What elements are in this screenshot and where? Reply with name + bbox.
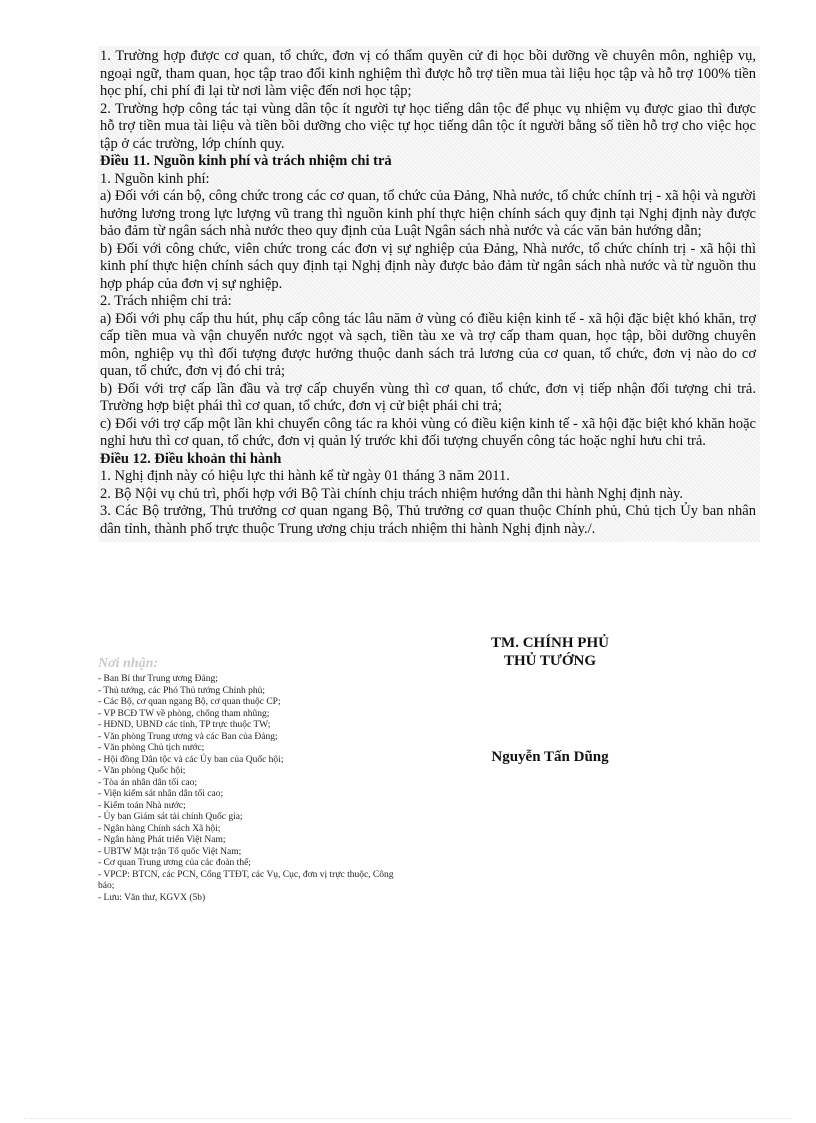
article-paragraph: b) Đối với công chức, viên chức trong các đơn vị sự nghiệp của Đảng, Nhà nước, tổ chức chính trị - xã hội thì kinh phí thực hiện chính sách quy định tại Nghị định này được bảo đảm từ ngân sách nhà nước và từ nguồn thu hợp pháp của đơn vị sự nghiệp. xyxy=(100,240,756,292)
recipient-item: - Ngân hàng Chính sách Xã hội; xyxy=(98,823,221,834)
article-body xyxy=(98,46,760,542)
recipient-item: - Hội đồng Dân tộc và các Ủy ban của Quốc hội; xyxy=(98,754,284,765)
article-paragraph: 1. Nguồn kinh phí: xyxy=(100,170,210,187)
recipient-item: - Ban Bí thư Trung ương Đảng; xyxy=(98,674,218,684)
article-paragraph: 2. Bộ Nội vụ chủ trì, phối hợp với Bộ Tài chính chịu trách nhiệm hướng dẫn thi hành Nghị định này. xyxy=(100,485,683,502)
recipient-item: - VP BCĐ TW về phòng, chống tham nhũng; xyxy=(98,708,270,719)
recipient-item: - UBTW Mặt trận Tổ quốc Việt Nam; xyxy=(98,846,242,857)
recipient-item: - Tòa án nhân dân tối cao; xyxy=(98,777,198,788)
recipient-item: - Cơ quan Trung ương của các đoàn thể; xyxy=(98,858,251,868)
recipient-item: - Viện kiểm sát nhân dân tối cao; xyxy=(98,789,224,799)
article-paragraph: c) Đối với trợ cấp một lần khi chuyển công tác ra khỏi vùng có điều kiện kinh tế - xã hội đặc biệt khó khăn hoặc nghỉ hưu thì cơ quan, tổ chức, đơn vị quản lý trước khi đối tượng chuyển công tác hoặc nghỉ hưu chi trả. xyxy=(100,415,756,449)
signer-name: Nguyễn Tấn Dũng xyxy=(491,749,609,765)
recipient-item: - Văn phòng Quốc hội; xyxy=(98,766,186,776)
article-heading: Điều 11. Nguồn kinh phí và trách nhiệm chi trả xyxy=(100,153,392,169)
recipients-title: Nơi nhận: xyxy=(98,656,159,671)
article-paragraph: 2. Trường hợp công tác tại vùng dân tộc ít người tự học tiếng dân tộc để phục vụ nhiệm vụ được giao thì được hỗ trợ tiền mua tài liệu và tiền bồi dưỡng cho việc tự học tiếng dân tộc ít người bằng số tiền hỗ trợ cho việc học tập ở các trường, lớp chính quy. xyxy=(100,100,756,152)
recipient-item: - Ủy ban Giám sát tài chính Quốc gia; xyxy=(98,812,243,822)
recipient-item: - VPCP: BTCN, các PCN, Cổng TTĐT, các Vụ, Cục, đơn vị trực thuộc, Công báo; xyxy=(98,869,394,891)
recipient-item: - Ngân hàng Phát triển Việt Nam; xyxy=(98,835,226,845)
recipient-item: - Lưu: Văn thư, KGVX (5b) xyxy=(98,892,206,903)
page-bottom-divider xyxy=(24,1118,792,1119)
recipient-item: - Thủ tướng, các Phó Thủ tướng Chính phủ; xyxy=(98,685,265,696)
article-paragraph: a) Đối với cán bộ, công chức trong các cơ quan, tổ chức của Đảng, Nhà nước, tổ chức chính trị - xã hội và người hưởng lương trong lực lượng vũ trang thì nguồn kinh phí thực hiện chính sách quy định tại Nghị định này được bảo đảm từ ngân sách nhà nước theo quy định của Luật Ngân sách nhà nước và các văn bản hướng dẫn; xyxy=(100,188,756,239)
article-paragraph: 3. Các Bộ trưởng, Thủ trưởng cơ quan ngang Bộ, Thủ trưởng cơ quan thuộc Chính phủ, Chủ tịch Ủy ban nhân dân tỉnh, thành phố trực thuộc Trung ương chịu trách nhiệm thi hành Nghị định này./. xyxy=(100,503,756,537)
recipient-item: - HĐND, UBND các tỉnh, TP trực thuộc TW; xyxy=(98,720,271,730)
signature-org: TM. CHÍNH PHỦ xyxy=(491,635,609,651)
recipient-item: - Kiểm toán Nhà nước; xyxy=(98,800,186,811)
recipients-list xyxy=(98,674,398,904)
recipient-item: - Văn phòng Trung ương và các Ban của Đảng; xyxy=(98,731,278,742)
recipients-block xyxy=(98,656,398,904)
signature-title: THỦ TƯỚNG xyxy=(503,653,597,669)
article-paragraph: 1. Trường hợp được cơ quan, tổ chức, đơn vị có thẩm quyền cử đi học bồi dưỡng về chuyên môn, nghiệp vụ, ngoại ngữ, tham quan, học tập trao đổi kinh nghiệm thì được hỗ trợ tiền mua tài liệu học tập và hỗ trợ 100% tiền học phí, chi phí đi lại từ nơi làm việc đến nơi học tập; xyxy=(100,48,756,99)
article-paragraph: 1. Nghị định này có hiệu lực thi hành kể từ ngày 01 tháng 3 năm 2011. xyxy=(100,468,510,484)
article-paragraph: b) Đối với trợ cấp lần đầu và trợ cấp chuyển vùng thì cơ quan, tổ chức, đơn vị tiếp nhận đối tượng chi trả. Trường hợp biệt phái thì cơ quan, tổ chức, đơn vị cử biệt phái chi trả; xyxy=(100,380,756,414)
signature-block xyxy=(440,634,660,670)
recipient-item: - Văn phòng Chủ tịch nước; xyxy=(98,743,205,753)
recipient-item: - Các Bộ, cơ quan ngang Bộ, cơ quan thuộc CP; xyxy=(98,697,281,707)
article-heading: Điều 12. Điều khoản thi hành xyxy=(100,450,282,467)
article-paragraph: 2. Trách nhiệm chi trả: xyxy=(100,293,232,309)
article-paragraph: a) Đối với phụ cấp thu hút, phụ cấp công tác lâu năm ở vùng có điều kiện kinh tế - xã hội đặc biệt khó khăn, trợ cấp tiền mua và vận chuyển nước ngọt và sạch, tiền tàu xe và trợ cấp tham quan, học tập, bồi dưỡng chuyên môn, nghiệp vụ thì đối tượng được hưởng thuộc danh sách trả lương của cơ quan, tổ chức, đơn vị nào do cơ quan, tổ chức, đơn vị đó chi trả; xyxy=(100,310,756,379)
